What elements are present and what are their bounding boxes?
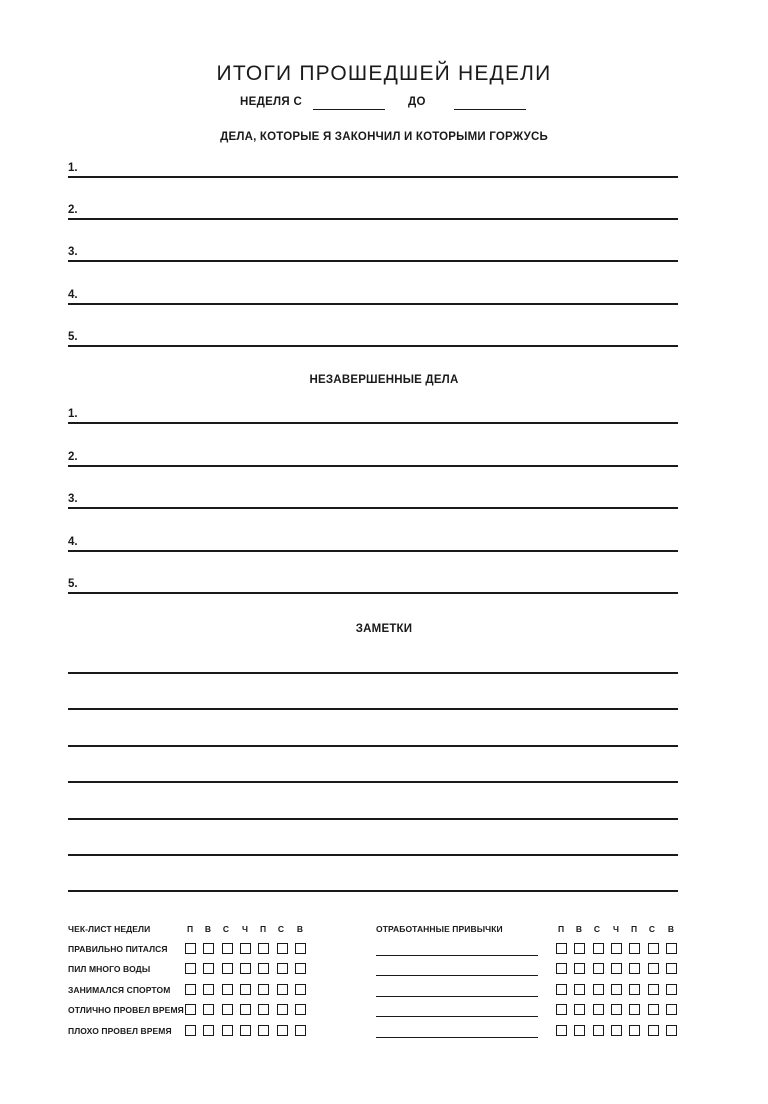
checklist-checkbox[interactable]	[240, 1004, 251, 1015]
checklist-checkbox[interactable]	[277, 963, 288, 974]
habit-name-field[interactable]	[376, 1037, 538, 1038]
line-number: 2.	[68, 451, 78, 463]
checklist-checkbox[interactable]	[277, 1004, 288, 1015]
line-number: 5.	[68, 331, 78, 343]
notes-line[interactable]	[68, 781, 678, 783]
habit-checkbox[interactable]	[593, 1004, 604, 1015]
line-number: 5.	[68, 578, 78, 590]
checklist-checkbox[interactable]	[295, 1025, 306, 1036]
week-from-label: НЕДЕЛЯ С	[240, 96, 303, 108]
unfinished-title: НЕЗАВЕРШЕННЫЕ ДЕЛА	[309, 374, 459, 386]
checklist-row-label: ПЛОХО ПРОВЕЛ ВРЕМЯ	[68, 1026, 172, 1036]
day-label: П	[186, 924, 194, 934]
checklist-checkbox[interactable]	[258, 1004, 269, 1015]
accomplished-line-1[interactable]	[68, 162, 678, 178]
checklist-checkbox[interactable]	[185, 984, 196, 995]
writing-line	[68, 422, 678, 424]
habit-checkbox[interactable]	[666, 963, 677, 974]
checklist-checkbox[interactable]	[295, 1004, 306, 1015]
checklist-checkbox[interactable]	[222, 963, 233, 974]
unfinished-line-5[interactable]	[68, 578, 678, 594]
day-label: Ч	[242, 924, 248, 934]
writing-line	[68, 550, 678, 552]
notes-line[interactable]	[68, 672, 678, 674]
checklist-checkbox[interactable]	[222, 984, 233, 995]
habits-title: ОТРАБОТАННЫЕ ПРИВЫЧКИ	[376, 924, 503, 934]
checklist-checkbox[interactable]	[258, 1025, 269, 1036]
week-to-label: ДО	[408, 96, 426, 108]
habit-checkbox[interactable]	[629, 1025, 640, 1036]
habit-checkbox[interactable]	[556, 963, 567, 974]
checklist-checkbox[interactable]	[185, 1025, 196, 1036]
checklist-checkbox[interactable]	[277, 984, 288, 995]
habit-checkbox[interactable]	[666, 1004, 677, 1015]
writing-line	[68, 260, 678, 262]
habit-checkbox[interactable]	[666, 1025, 677, 1036]
line-number: 4.	[68, 289, 78, 301]
day-label: С	[593, 924, 601, 934]
checklist-checkbox[interactable]	[222, 943, 233, 954]
accomplished-line-3[interactable]	[68, 246, 678, 262]
checklist-checkbox[interactable]	[258, 984, 269, 995]
habit-checkbox[interactable]	[611, 984, 622, 995]
writing-line	[68, 303, 678, 305]
notes-line[interactable]	[68, 854, 678, 856]
habit-checkbox[interactable]	[666, 984, 677, 995]
habit-checkbox[interactable]	[574, 984, 585, 995]
habit-checkbox[interactable]	[648, 943, 659, 954]
week-range	[0, 96, 768, 114]
habit-checkbox[interactable]	[629, 963, 640, 974]
checklist-checkbox[interactable]	[203, 1025, 214, 1036]
day-label: В	[575, 924, 583, 934]
week-from-field[interactable]	[313, 109, 385, 110]
habit-checkbox[interactable]	[611, 943, 622, 954]
accomplished-line-4[interactable]	[68, 289, 678, 305]
line-number: 3.	[68, 246, 78, 258]
habit-checkbox[interactable]	[556, 1025, 567, 1036]
writing-line	[68, 592, 678, 594]
week-to-field[interactable]	[454, 109, 526, 110]
day-label: В	[667, 924, 675, 934]
checklist-checkbox[interactable]	[203, 984, 214, 995]
habit-checkbox[interactable]	[648, 984, 659, 995]
writing-line	[68, 218, 678, 220]
checklist-checkbox[interactable]	[240, 963, 251, 974]
checklist-checkbox[interactable]	[258, 963, 269, 974]
habit-checkbox[interactable]	[611, 1025, 622, 1036]
writing-line	[68, 176, 678, 178]
day-label: Ч	[613, 924, 619, 934]
habit-checkbox[interactable]	[574, 963, 585, 974]
notes-line[interactable]	[68, 708, 678, 710]
day-label: П	[259, 924, 267, 934]
day-label: С	[648, 924, 656, 934]
checklist-row-label: ПРАВИЛЬНО ПИТАЛСЯ	[68, 944, 168, 954]
habit-checkbox[interactable]	[574, 943, 585, 954]
habit-checkbox[interactable]	[629, 984, 640, 995]
checklist-checkbox[interactable]	[240, 943, 251, 954]
day-label: В	[204, 924, 212, 934]
writing-line	[68, 345, 678, 347]
unfinished-line-3[interactable]	[68, 493, 678, 509]
habit-checkbox[interactable]	[593, 984, 604, 995]
habit-name-field[interactable]	[376, 975, 538, 976]
unfinished-line-1[interactable]	[68, 408, 678, 424]
accomplished-title: ДЕЛА, КОТОРЫЕ Я ЗАКОНЧИЛ И КОТОРЫМИ ГОРЖУСЬ	[220, 131, 548, 143]
checklist-checkbox[interactable]	[295, 984, 306, 995]
habit-checkbox[interactable]	[593, 943, 604, 954]
checklist-checkbox[interactable]	[185, 963, 196, 974]
line-number: 1.	[68, 162, 78, 174]
checklist-checkbox[interactable]	[240, 1025, 251, 1036]
unfinished-line-2[interactable]	[68, 451, 678, 467]
accomplished-line-5[interactable]	[68, 331, 678, 347]
line-number: 4.	[68, 536, 78, 548]
habit-checkbox[interactable]	[648, 1025, 659, 1036]
habit-checkbox[interactable]	[574, 1004, 585, 1015]
writing-line	[68, 465, 678, 467]
habit-name-field[interactable]	[376, 996, 538, 997]
page-title: ИТОГИ ПРОШЕДШЕЙ НЕДЕЛИ	[216, 62, 552, 85]
habit-checkbox[interactable]	[666, 943, 677, 954]
accomplished-line-2[interactable]	[68, 204, 678, 220]
checklist-title: ЧЕК-ЛИСТ НЕДЕЛИ	[68, 924, 151, 934]
habit-checkbox[interactable]	[629, 943, 640, 954]
notes-line[interactable]	[68, 818, 678, 820]
day-label: С	[222, 924, 230, 934]
checklist-checkbox[interactable]	[295, 943, 306, 954]
checklist-row-label: ПИЛ МНОГО ВОДЫ	[68, 964, 151, 974]
checklist-checkbox[interactable]	[185, 1004, 196, 1015]
checklist-checkbox[interactable]	[277, 1025, 288, 1036]
habit-checkbox[interactable]	[593, 1025, 604, 1036]
checklist-checkbox[interactable]	[258, 943, 269, 954]
habit-checkbox[interactable]	[648, 1004, 659, 1015]
checklist-checkbox[interactable]	[295, 963, 306, 974]
notes-line[interactable]	[68, 890, 678, 892]
writing-line	[68, 507, 678, 509]
checklist-checkbox[interactable]	[203, 1004, 214, 1015]
habit-checkbox[interactable]	[611, 963, 622, 974]
habit-checkbox[interactable]	[611, 1004, 622, 1015]
checklist-checkbox[interactable]	[203, 963, 214, 974]
habit-checkbox[interactable]	[648, 963, 659, 974]
line-number: 1.	[68, 408, 78, 420]
day-label: В	[296, 924, 304, 934]
habit-name-field[interactable]	[376, 955, 538, 956]
habit-checkbox[interactable]	[556, 1004, 567, 1015]
notes-title: ЗАМЕТКИ	[355, 623, 413, 635]
habit-checkbox[interactable]	[574, 1025, 585, 1036]
day-label: С	[277, 924, 285, 934]
habit-checkbox[interactable]	[556, 984, 567, 995]
habit-checkbox[interactable]	[556, 943, 567, 954]
checklist-checkbox[interactable]	[185, 943, 196, 954]
unfinished-line-4[interactable]	[68, 536, 678, 552]
checklist-checkbox[interactable]	[222, 1004, 233, 1015]
line-number: 3.	[68, 493, 78, 505]
checklist-row-label: ЗАНИМАЛСЯ СПОРТОМ	[68, 985, 171, 995]
day-label: П	[557, 924, 565, 934]
line-number: 2.	[68, 204, 78, 216]
day-label: П	[630, 924, 638, 934]
habit-name-field[interactable]	[376, 1016, 538, 1017]
notes-line[interactable]	[68, 745, 678, 747]
habit-checkbox[interactable]	[593, 963, 604, 974]
checklist-row-label: ОТЛИЧНО ПРОВЕЛ ВРЕМЯ	[68, 1005, 184, 1015]
checklist-checkbox[interactable]	[277, 943, 288, 954]
checklist-checkbox[interactable]	[222, 1025, 233, 1036]
habit-checkbox[interactable]	[629, 1004, 640, 1015]
checklist-checkbox[interactable]	[203, 943, 214, 954]
checklist-checkbox[interactable]	[240, 984, 251, 995]
